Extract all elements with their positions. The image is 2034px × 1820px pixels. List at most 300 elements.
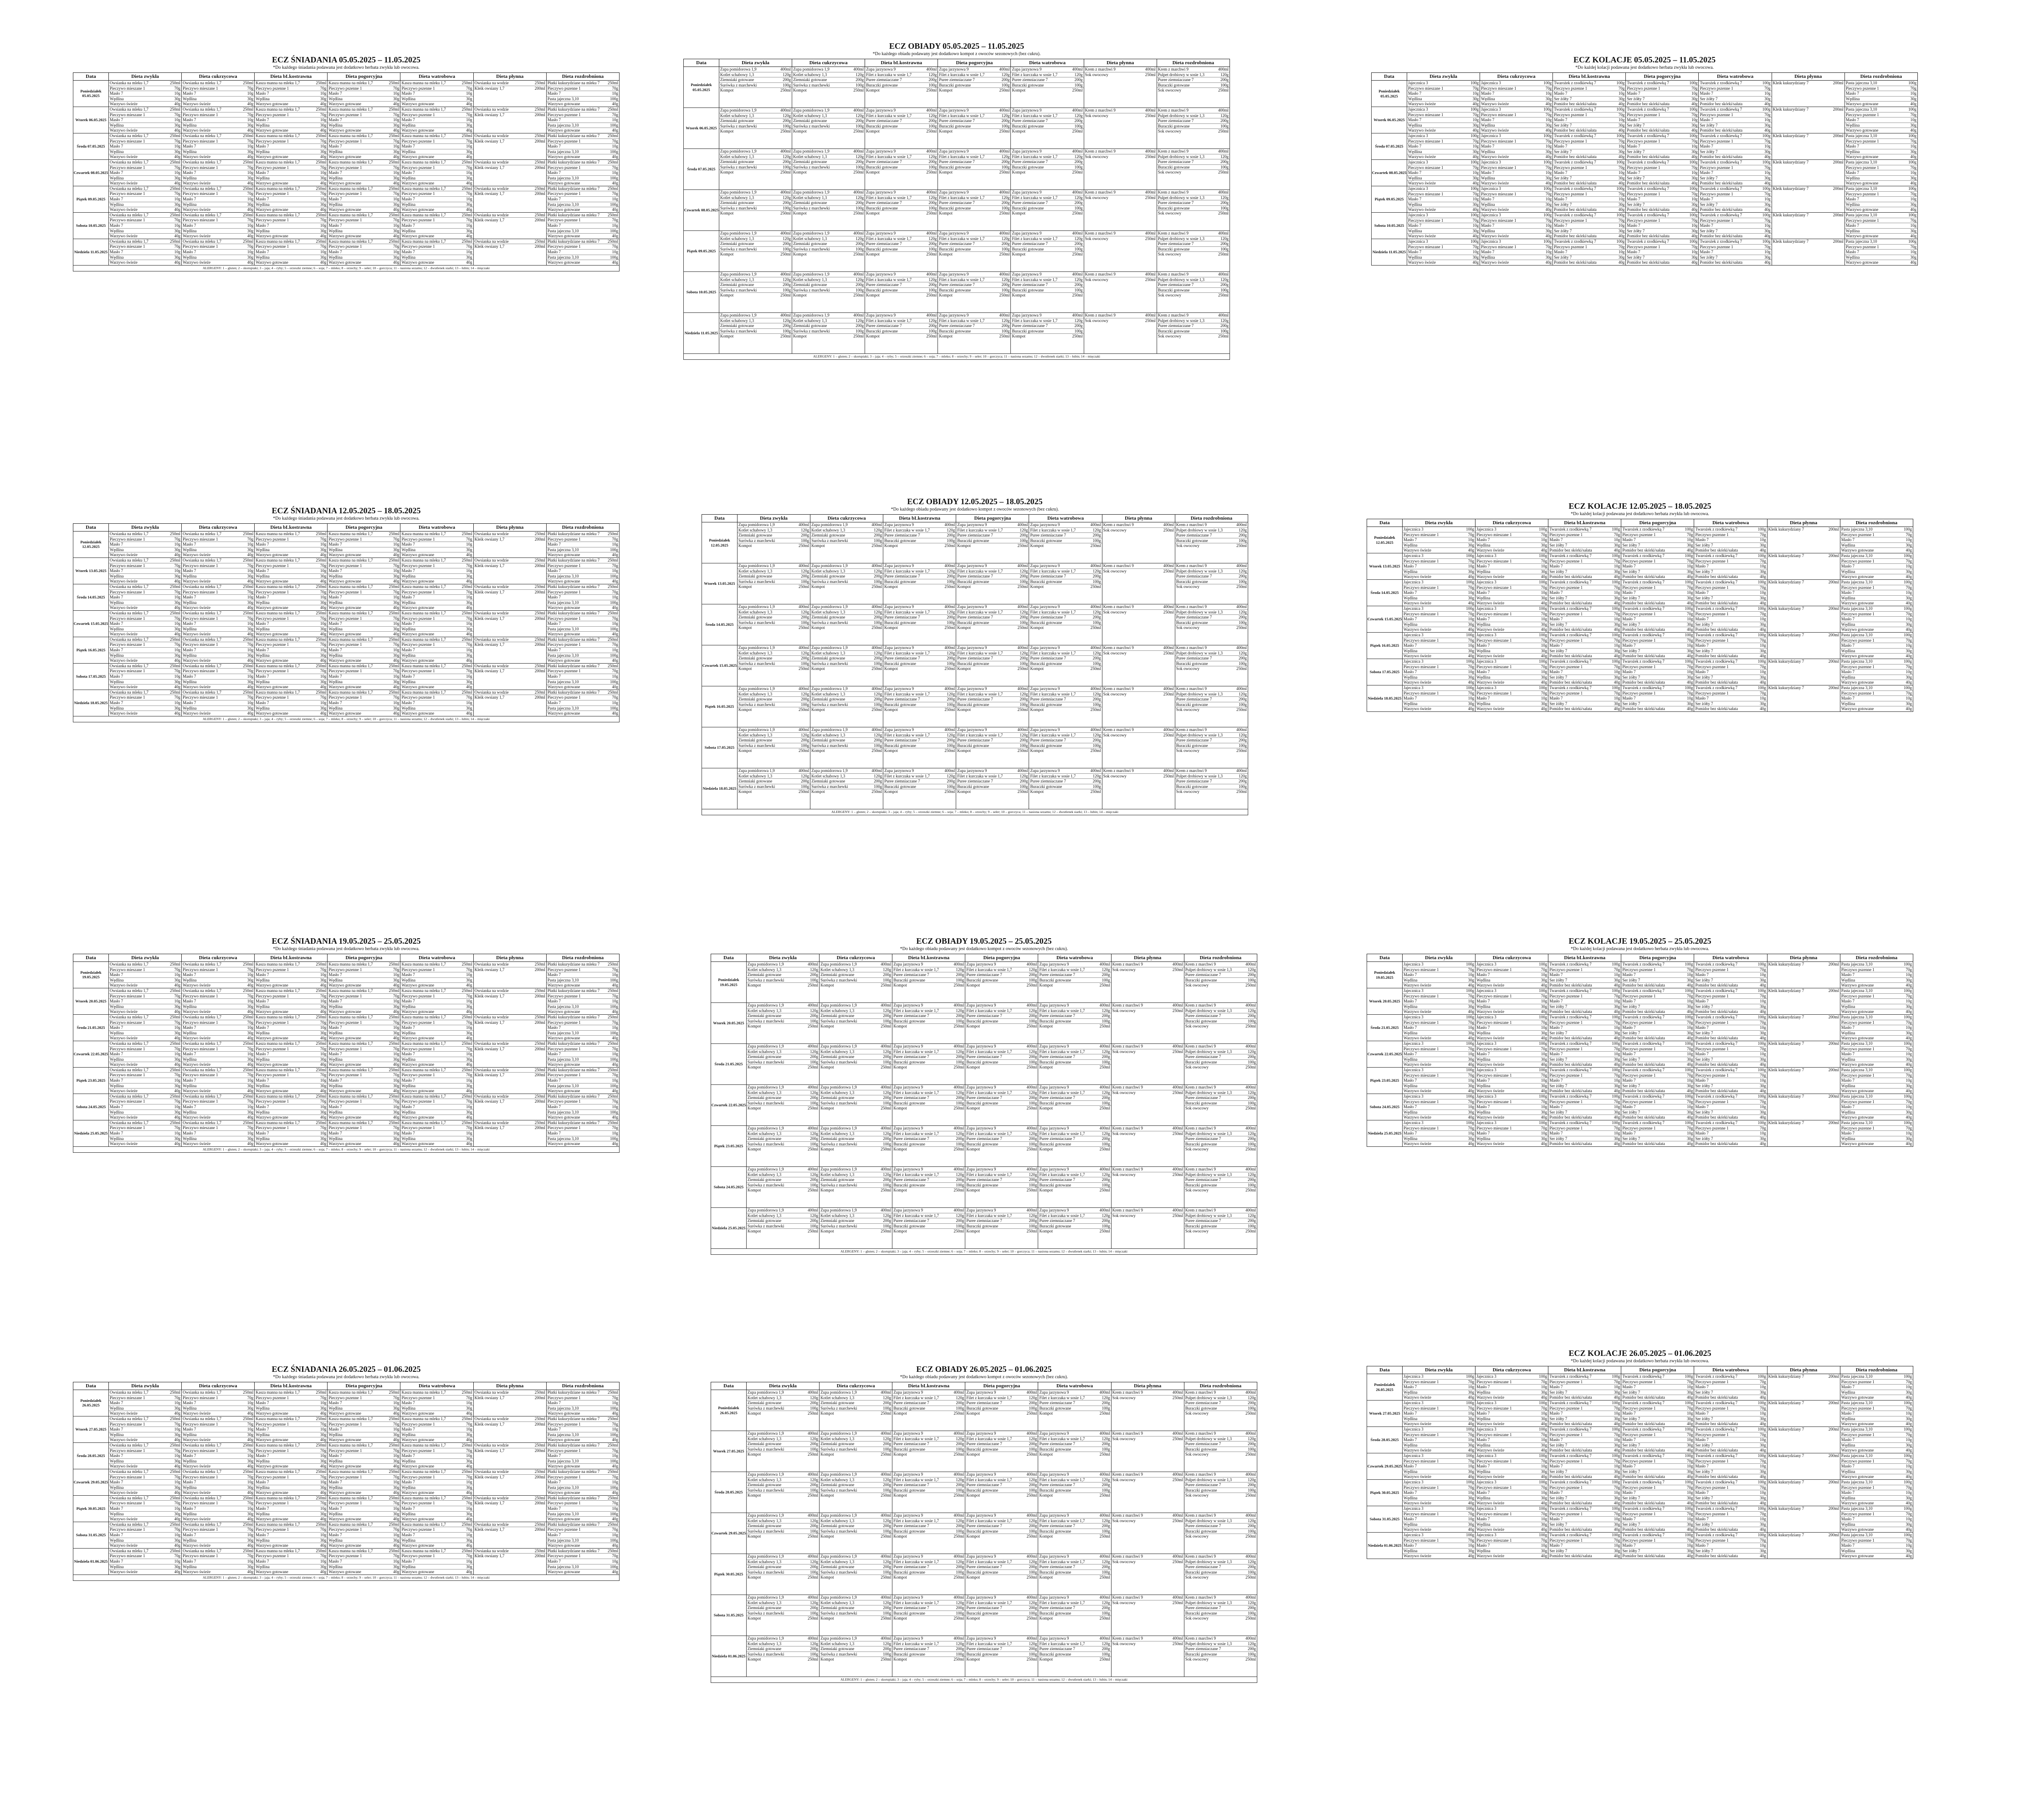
menu-item	[328, 967, 400, 973]
menu-item-name: Puree ziemniaczane 7	[1030, 656, 1066, 661]
menu-item-qty: 10g	[320, 170, 327, 175]
menu-item-qty: 10g	[247, 568, 254, 573]
menu-item-qty: 400ml	[780, 313, 791, 317]
diet-cell	[1084, 272, 1157, 313]
menu-item-qty: 70g	[174, 967, 181, 972]
menu-item-qty: 120g	[856, 236, 864, 241]
menu-item-qty: 10g	[247, 144, 254, 149]
menu-item-qty: 200g	[1092, 615, 1101, 620]
menu-item-name: Kotlet schabowy 1,3	[738, 691, 773, 696]
diet-cell	[255, 690, 328, 716]
menu-item-qty: 40g	[1760, 680, 1766, 685]
menu-item-qty: 10g	[466, 197, 472, 202]
menu-item	[328, 711, 400, 716]
menu-item-qty: 200ml	[534, 537, 545, 542]
menu-item	[883, 543, 956, 548]
menu-item	[547, 260, 619, 265]
menu-item-qty: 100g	[1908, 160, 1916, 164]
menu-item-name: Krem z marchwi 9	[1085, 190, 1116, 194]
menu-item-name: Wędlina	[401, 547, 415, 552]
menu-item-name: Wędlina	[328, 600, 343, 605]
menu-item-qty: 200g	[1020, 738, 1028, 743]
menu-item	[400, 102, 473, 107]
column-header-diet: Dieta płynna	[473, 954, 546, 962]
menu-item-qty: 250ml	[607, 1014, 618, 1019]
menu-item	[109, 590, 181, 595]
menu-item	[883, 702, 956, 708]
menu-item-qty: 30g	[393, 1004, 400, 1009]
menu-item	[255, 611, 327, 616]
diet-cell	[1084, 190, 1157, 231]
menu-item-qty: 250ml	[780, 88, 791, 93]
diet-cell	[883, 604, 956, 645]
menu-item-name: Warzywo gotowane	[256, 234, 288, 239]
menu-item-name: Filet z kurczaka w sosie 1,7	[1012, 72, 1058, 77]
menu-item-name: Ser żółty 7	[1700, 175, 1718, 180]
menu-item-qty: 70g	[247, 993, 254, 998]
menu-item-name: Owsianka na mleku 1,7	[183, 1067, 222, 1072]
menu-item	[938, 124, 1010, 129]
menu-item-qty: 30g	[393, 679, 400, 684]
menu-item-name: Warzywo świeże	[183, 207, 211, 212]
sheet-title: ECZ ŚNIADANIA 05.05.2025 – 11.05.2025	[272, 55, 421, 64]
menu-item-name: Pasta jajeczna 3,10	[1841, 659, 1873, 664]
menu-item-name: Puree ziemniaczane 7	[939, 241, 975, 246]
menu-item-qty: 250ml	[461, 610, 472, 615]
menu-item-qty: 100g	[1612, 633, 1620, 637]
menu-item-name: Pomidor bez skórki/sałata	[1627, 234, 1670, 239]
menu-item-qty: 400ml	[999, 231, 1010, 235]
menu-item-qty: 100g	[1762, 81, 1771, 85]
menu-item	[328, 574, 400, 579]
menu-item-qty: 100g	[610, 1030, 618, 1035]
menu-item-qty: 40g	[320, 632, 327, 637]
menu-item	[328, 632, 400, 637]
menu-item-name: Ser żółty 7	[1622, 569, 1640, 574]
menu-item	[182, 1078, 254, 1084]
menu-item-qty: 30g	[1910, 149, 1916, 154]
menu-item	[400, 994, 473, 999]
menu-item	[1694, 633, 1767, 638]
menu-item	[1840, 685, 1913, 691]
menu-item-name: Pieczywo pszenne 1	[328, 1020, 362, 1025]
menu-item-qty: 250ml	[1163, 609, 1174, 614]
menu-item-name: Masło 7	[547, 118, 561, 123]
day-label: Czwartek 08.05.2025	[684, 190, 719, 231]
menu-item	[1157, 288, 1230, 293]
menu-item-name: Jajecznica 3	[1408, 107, 1428, 112]
menu-item	[1699, 86, 1771, 92]
menu-item-name: Masło 7	[1841, 537, 1855, 542]
diet-cell	[956, 645, 1029, 686]
menu-item-name: Warzywo gotowane	[328, 1089, 361, 1094]
menu-item-name: Masło 7	[1554, 91, 1568, 96]
menu-item	[1157, 241, 1230, 247]
menu-item-qty: 200g	[1074, 77, 1083, 82]
column-header-diet: Dieta płynna	[473, 73, 546, 81]
menu-item-qty: 10g	[174, 972, 181, 977]
menu-item	[1694, 596, 1767, 601]
menu-item-name: Surówka z marchewki	[811, 538, 848, 543]
diet-cell	[182, 584, 255, 610]
menu-item-qty: 10g	[466, 1025, 472, 1030]
menu-table	[683, 59, 1230, 354]
diet-cell	[473, 1014, 546, 1041]
menu-item	[400, 139, 473, 144]
menu-item	[810, 727, 883, 733]
menu-item-qty: 100g	[874, 538, 882, 543]
menu-item	[883, 697, 956, 702]
menu-item-qty: 30g	[247, 1004, 254, 1009]
column-header-diet: Dieta pogorcyjna	[328, 73, 400, 81]
menu-item-name: Kompot	[720, 88, 734, 93]
menu-item-qty: 250ml	[853, 129, 864, 134]
menu-item	[400, 547, 473, 553]
menu-item	[1403, 675, 1475, 680]
menu-item	[109, 700, 181, 706]
menu-item	[1840, 701, 1913, 707]
menu-item	[328, 690, 400, 695]
menu-item	[865, 323, 938, 329]
menu-item	[1029, 738, 1102, 743]
menu-item	[400, 97, 473, 102]
menu-item	[1175, 661, 1248, 667]
menu-item-name: Masło 7	[256, 1025, 269, 1030]
menu-item-qty: 250ml	[780, 129, 791, 134]
menu-item	[109, 1009, 181, 1014]
menu-item	[1403, 537, 1475, 543]
diet-cell	[546, 239, 619, 265]
menu-item-name: Wędlina	[183, 123, 197, 128]
menu-item-name: Owsianka na wodzie	[474, 212, 509, 217]
diet-cell	[1029, 768, 1102, 809]
table-row	[702, 645, 1248, 686]
diet-cell	[473, 532, 546, 558]
menu-sheet-breakfast-2	[73, 506, 620, 722]
menu-item-name: Wędlina	[328, 573, 343, 578]
menu-item-name: Pomidor bez skórki/sałata	[1695, 548, 1738, 553]
menu-item-name: Jajecznica 3	[1408, 81, 1428, 85]
menu-item-name: Warzywo świeże	[1408, 181, 1436, 186]
menu-item-qty: 30g	[1910, 175, 1916, 180]
menu-item-qty: 400ml	[1218, 149, 1229, 153]
menu-item-name: Wędlina	[1408, 149, 1422, 154]
menu-item-name: Buraczki gotowane	[1158, 287, 1190, 292]
menu-item-name: Warzywo świeże	[183, 658, 211, 663]
menu-item-qty: 100g	[1689, 81, 1698, 85]
menu-item-qty: 120g	[801, 650, 810, 655]
menu-item	[1029, 528, 1102, 533]
menu-item	[938, 190, 1010, 195]
menu-item-qty: 100g	[1001, 82, 1010, 87]
menu-item-name: Owsianka na mleku 1,7	[183, 962, 222, 966]
menu-item-qty: 10g	[1906, 564, 1912, 569]
menu-item	[938, 334, 1010, 339]
menu-item-name: Masło 7	[401, 648, 415, 653]
menu-item	[1084, 154, 1157, 159]
table-row	[73, 532, 620, 558]
menu-item	[865, 252, 938, 257]
menu-item-qty: 70g	[247, 695, 254, 700]
menu-item-name: Twarożek z rzodkiewką 7	[1554, 213, 1596, 217]
menu-item-name: Warzywo gotowane	[547, 685, 580, 690]
menu-item-qty: 250ml	[799, 625, 810, 630]
menu-item	[1476, 612, 1548, 617]
menu-item-qty: 100g	[1616, 160, 1625, 164]
menu-item-qty: 40g	[320, 234, 327, 239]
menu-item-name: Jajecznica 3	[1476, 606, 1496, 611]
menu-item	[1403, 559, 1475, 564]
menu-item	[1626, 213, 1698, 218]
menu-item-name: Puree ziemniaczane 7	[957, 615, 993, 620]
menu-item-qty: 120g	[856, 113, 864, 118]
menu-item-name: Masło 7	[183, 197, 196, 202]
menu-item	[1480, 118, 1552, 123]
menu-item-qty: 100g	[1543, 133, 1552, 138]
menu-item-name: Masło 7	[401, 223, 415, 228]
menu-item-qty: 120g	[947, 609, 955, 614]
menu-item-qty: 120g	[856, 154, 864, 159]
menu-item	[719, 329, 792, 334]
menu-item-name: Owsianka na mleku 1,7	[183, 1041, 222, 1046]
menu-item-qty: 250ml	[944, 789, 955, 794]
menu-item	[109, 695, 181, 700]
menu-item-qty: 10g	[612, 1078, 618, 1083]
menu-item	[1699, 102, 1771, 107]
day-label: Poniedziałek 05.05.2025	[73, 81, 109, 107]
menu-item	[109, 706, 181, 711]
menu-item-name: Puree ziemniaczane 7	[1030, 574, 1066, 579]
menu-item-name: Pieczywo mieszane 1	[183, 218, 218, 223]
menu-item	[1102, 774, 1175, 779]
menu-item	[182, 218, 254, 223]
menu-item-name: Warzywo gotowane	[547, 128, 580, 133]
menu-item-qty: 400ml	[926, 190, 937, 194]
menu-item-name: Wędlina	[1481, 149, 1495, 154]
menu-item-name: Warzywo gotowane	[256, 1062, 288, 1067]
menu-item-qty: 200g	[783, 77, 791, 82]
menu-item	[1084, 108, 1157, 113]
menu-item	[1694, 627, 1767, 632]
menu-item-name: Warzywo gotowane	[328, 658, 361, 663]
menu-item-qty: 250ml	[926, 170, 937, 175]
menu-item-name: Kompot	[1012, 129, 1025, 134]
menu-item-qty: 70g	[1764, 218, 1771, 223]
menu-item	[109, 616, 181, 622]
menu-item-name: Masło 7	[109, 972, 123, 977]
menu-item-name: Pasta jajeczna 3,10	[547, 706, 579, 711]
menu-item-qty: 10g	[320, 118, 327, 123]
menu-item-qty: 100g	[783, 205, 791, 210]
menu-item-qty: 30g	[1545, 202, 1552, 207]
menu-item	[738, 692, 810, 697]
menu-item	[1157, 329, 1230, 334]
diet-cell	[255, 1041, 328, 1067]
menu-item-qty: 10g	[247, 674, 254, 679]
menu-item	[1403, 585, 1475, 591]
menu-item-name: Pieczywo pszenne 1	[328, 642, 362, 647]
menu-item-qty: 40g	[466, 234, 472, 239]
menu-item	[1407, 245, 1480, 250]
menu-item-name: Pieczywo pszenne 1	[256, 218, 289, 223]
menu-item-qty: 250ml	[389, 239, 400, 244]
menu-item	[109, 133, 181, 139]
menu-item-name: Masło 7	[1627, 91, 1640, 96]
menu-item-name: Kompot	[884, 789, 898, 794]
menu-item	[719, 313, 792, 318]
menu-item	[182, 118, 254, 123]
menu-item-name: Kompot	[811, 707, 825, 712]
menu-item-name: Pieczywo pszenne 1	[547, 695, 581, 700]
menu-item-qty: 100g	[1020, 784, 1028, 789]
menu-item	[328, 590, 400, 595]
menu-item-qty: 400ml	[926, 231, 937, 235]
menu-item-name: Jajecznica 3	[1403, 553, 1424, 558]
menu-item-name: Pomidor bez skórki/sałata	[1627, 260, 1670, 265]
menu-item-name: Masło 7	[183, 1025, 196, 1030]
menu-item-name: Wędlina	[328, 175, 343, 180]
menu-item-qty: 200g	[1020, 697, 1028, 702]
menu-item-name: Masło 7	[1549, 564, 1563, 569]
menu-item-name: Masło 7	[328, 999, 342, 1004]
menu-item-qty: 40g	[174, 711, 181, 716]
menu-item-name: Masło 7	[328, 621, 342, 626]
menu-item-name: Ser żółty 7	[1695, 622, 1713, 627]
menu-item	[328, 1031, 400, 1036]
menu-item-qty: 10g	[1760, 670, 1766, 675]
menu-item-qty: 200ml	[1828, 685, 1839, 690]
menu-item	[1621, 580, 1694, 585]
menu-item-qty: 400ml	[1236, 604, 1247, 609]
menu-item-qty: 250ml	[534, 962, 545, 966]
menu-item-name: Masło 7	[1627, 118, 1640, 123]
menu-item-name: Puree ziemniaczane 7	[1012, 323, 1048, 328]
menu-item-name: Krem z marchwi 9	[1085, 313, 1116, 317]
menu-item-name: Surówka z marchewki	[720, 328, 757, 333]
menu-item-qty: 250ml	[780, 252, 791, 257]
menu-item-name: Buraczki gotowane	[1158, 164, 1190, 169]
menu-item	[792, 118, 865, 124]
menu-item	[938, 323, 1010, 329]
menu-item-name: Owsianka na mleku 1,7	[183, 663, 222, 668]
menu-item-name: Masło 7	[547, 1078, 561, 1083]
menu-item-qty: 10g	[1614, 617, 1620, 622]
menu-item	[109, 595, 181, 600]
menu-item-qty: 30g	[174, 1057, 181, 1062]
menu-item-qty: 400ml	[1163, 686, 1174, 691]
menu-item	[400, 1068, 473, 1073]
menu-item	[956, 584, 1029, 589]
menu-item-name: Owsianka na mleku 1,7	[109, 239, 149, 244]
menu-item	[1157, 195, 1230, 201]
menu-item-name: Buraczki gotowane	[1158, 246, 1190, 251]
day-label: Środa 07.05.2025	[1372, 133, 1407, 160]
menu-item-qty: 100g	[1470, 213, 1479, 217]
menu-item-name: Pieczywo mieszane 1	[109, 191, 145, 196]
menu-item	[255, 537, 327, 542]
menu-item-qty: 200ml	[534, 112, 545, 117]
menu-item-qty: 400ml	[853, 272, 864, 276]
menu-item	[1621, 627, 1694, 632]
menu-item-name: Masło 7	[183, 542, 196, 547]
menu-item-qty: 70g	[393, 191, 400, 196]
menu-item	[1029, 656, 1102, 661]
menu-item	[547, 664, 619, 669]
table-row	[1367, 685, 1913, 712]
menu-item-qty: 10g	[1468, 670, 1475, 675]
menu-item-name: Masło 7	[256, 595, 269, 600]
menu-item-name: Pieczywo pszenne 1	[547, 589, 581, 594]
menu-item-name: Wędlina	[1476, 648, 1491, 653]
diet-cell	[938, 272, 1011, 313]
day-label: Poniedziałek 12.05.2025	[702, 522, 738, 563]
menu-item-name: Zupa jarzynowa 9	[939, 313, 969, 317]
menu-item	[255, 165, 327, 171]
menu-item-qty: 40g	[1468, 680, 1475, 685]
menu-item-name: Warzywo gotowane	[328, 1009, 361, 1014]
column-header-diet: Dieta cukrzycowa	[1480, 73, 1553, 81]
table-row	[1372, 81, 1918, 107]
menu-item-name: Ser żółty 7	[1554, 123, 1572, 128]
menu-item	[1840, 580, 1913, 585]
menu-item-qty: 250ml	[243, 1014, 254, 1019]
menu-item-qty: 30g	[1691, 149, 1698, 154]
menu-item	[1621, 706, 1694, 711]
menu-item-name: Masło 7	[109, 170, 123, 175]
menu-item-qty: 250ml	[1072, 293, 1083, 298]
menu-item-name: Pieczywo pszenne 1	[547, 165, 581, 170]
menu-item	[255, 700, 327, 706]
menu-item	[400, 1084, 473, 1089]
menu-item	[1772, 213, 1844, 218]
menu-item-name: Wędlina	[183, 149, 197, 154]
menu-item	[1548, 691, 1621, 696]
menu-item-qty: 100g	[1757, 685, 1766, 690]
table-row	[1372, 239, 1918, 266]
menu-item-qty: 250ml	[389, 107, 400, 112]
menu-item	[474, 1047, 546, 1052]
menu-item-qty: 40g	[1545, 102, 1552, 107]
menu-item	[865, 334, 938, 339]
menu-item-name: Buraczki gotowane	[1012, 328, 1044, 333]
menu-item-qty: 30g	[1760, 701, 1766, 706]
menu-item-qty: 400ml	[1017, 645, 1028, 650]
diet-cell	[1553, 133, 1626, 160]
menu-item-qty: 250ml	[389, 690, 400, 695]
menu-item-name: Wędlina	[1841, 569, 1855, 574]
menu-item	[474, 690, 546, 695]
menu-item	[1548, 553, 1621, 559]
menu-item-qty: 70g	[247, 1020, 254, 1025]
table-row	[1367, 659, 1913, 685]
menu-item-qty: 400ml	[1090, 522, 1101, 527]
menu-item-qty: 10g	[247, 223, 254, 228]
menu-item-qty: 100g	[1685, 580, 1693, 584]
diet-cell	[255, 81, 328, 107]
menu-item	[1553, 112, 1625, 118]
menu-item-name: Warzywo świeże	[1476, 627, 1505, 632]
menu-item-qty: 30g	[466, 547, 472, 552]
menu-item-qty: 10g	[247, 542, 254, 547]
menu-item-qty: 120g	[928, 113, 937, 118]
menu-item	[547, 590, 619, 595]
menu-item	[255, 191, 327, 197]
menu-item-qty: 40g	[1472, 260, 1479, 265]
menu-item-qty: 100g	[928, 287, 937, 292]
menu-item	[182, 1047, 254, 1052]
menu-item	[1157, 200, 1230, 206]
menu-item-name: Pieczywo pszenne 1	[1845, 244, 1879, 249]
